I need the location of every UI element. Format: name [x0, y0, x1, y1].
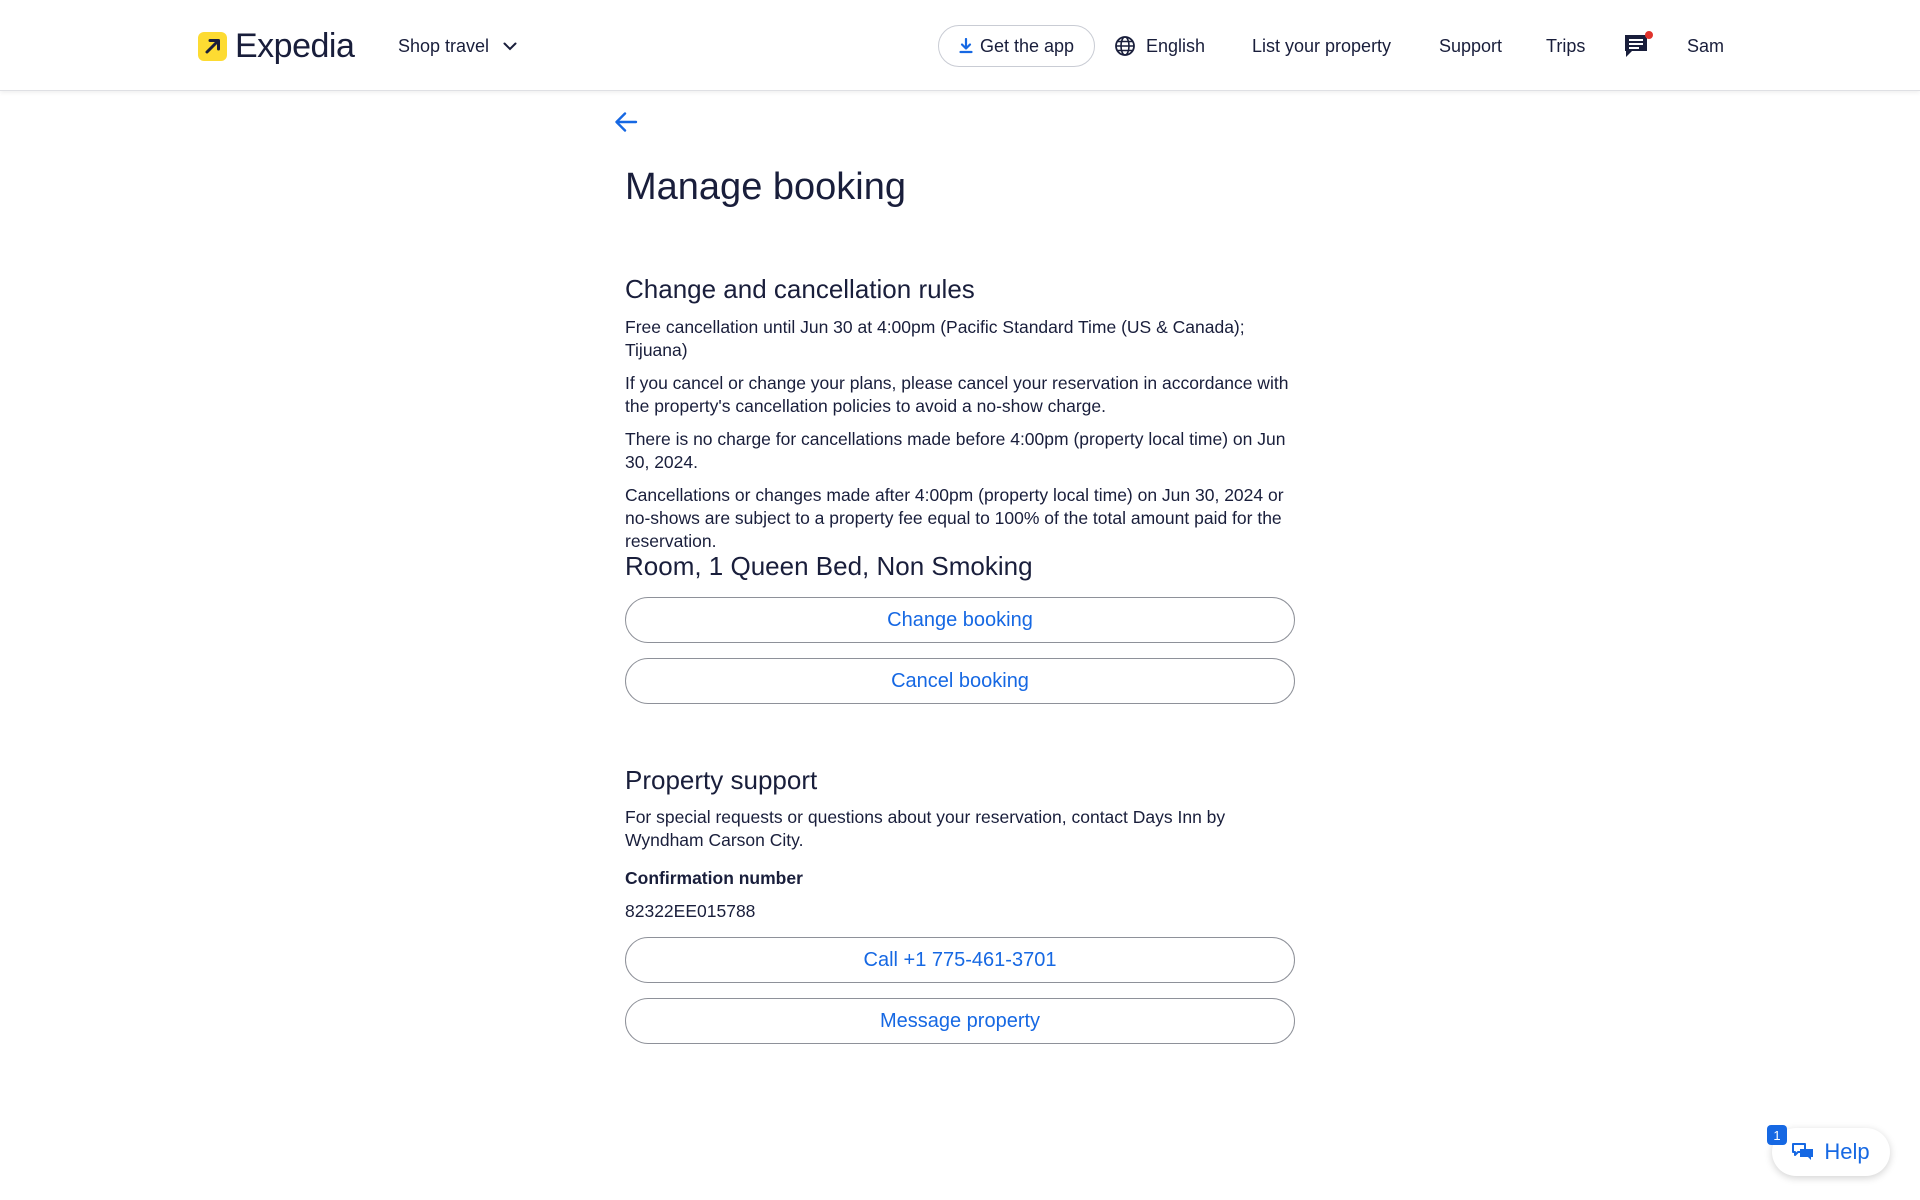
- page-title: Manage booking: [625, 166, 906, 208]
- language-selector[interactable]: [1114, 30, 1205, 62]
- help-label: Help: [1824, 1139, 1870, 1164]
- language-label: English: [1146, 35, 1206, 56]
- shop-travel-menu[interactable]: [398, 30, 517, 62]
- user-menu[interactable]: Sam: [1687, 35, 1725, 56]
- support-link[interactable]: Support: [1439, 35, 1503, 56]
- get-app-button[interactable]: [938, 25, 1095, 67]
- site-header: [0, 0, 1920, 91]
- cancel-booking-button[interactable]: Cancel booking: [625, 658, 1295, 704]
- get-app-label: Get the app: [979, 35, 1075, 56]
- expedia-logo[interactable]: [198, 28, 354, 64]
- confirmation-label: Confirmation number: [625, 868, 803, 888]
- globe-icon: [1114, 35, 1136, 57]
- shop-travel-label: Shop travel: [398, 35, 490, 56]
- chat-bubbles-icon: [1792, 1142, 1814, 1162]
- property-support-heading: Property support: [625, 765, 818, 795]
- no-charge-text: There is no charge for cancellations made before 4:00pm (property local time) on Jun 30, 2024.: [625, 429, 1286, 472]
- confirmation-number: 82322EE015788: [625, 901, 756, 921]
- logo-arrow-icon: [198, 32, 227, 61]
- notification-dot: [1645, 31, 1653, 39]
- list-property-link[interactable]: List your property: [1252, 35, 1392, 56]
- free-cancellation-text: Free cancellation until Jun 30 at 4:00pm (Pacific Standard Time (US & Canada); Tijuana): [625, 317, 1245, 360]
- help-button[interactable]: [1772, 1128, 1890, 1176]
- trips-link[interactable]: Trips: [1546, 35, 1586, 56]
- room-heading: Room, 1 Queen Bed, Non Smoking: [625, 551, 1033, 581]
- cancellation-policy-text: If you cancel or change your plans, please cancel your reservation in accordance with the property's cancellation policies to avoid a no-show charge.: [625, 373, 1289, 416]
- chevron-down-icon: [503, 42, 517, 51]
- property-fee-text: Cancellations or changes made after 4:00pm (property local time) on Jun 30, 2024 or no-shows are subject to a property fee equal to 100% of the total amount paid for the reservation.: [625, 485, 1284, 551]
- download-icon: [959, 38, 973, 54]
- cancellation-rules-heading: Change and cancellation rules: [625, 274, 975, 304]
- back-arrow-icon[interactable]: [612, 108, 640, 136]
- help-badge: 1: [1767, 1125, 1787, 1145]
- logo-text: Expedia: [235, 26, 355, 65]
- messages-icon[interactable]: [1622, 32, 1652, 62]
- property-support-text: For special requests or questions about your reservation, contact Days Inn by Wyndham Carson City.: [625, 807, 1226, 850]
- call-property-button[interactable]: Call +1 775-461-3701: [625, 937, 1295, 983]
- change-booking-button[interactable]: Change booking: [625, 597, 1295, 643]
- message-property-button[interactable]: Message property: [625, 998, 1295, 1044]
